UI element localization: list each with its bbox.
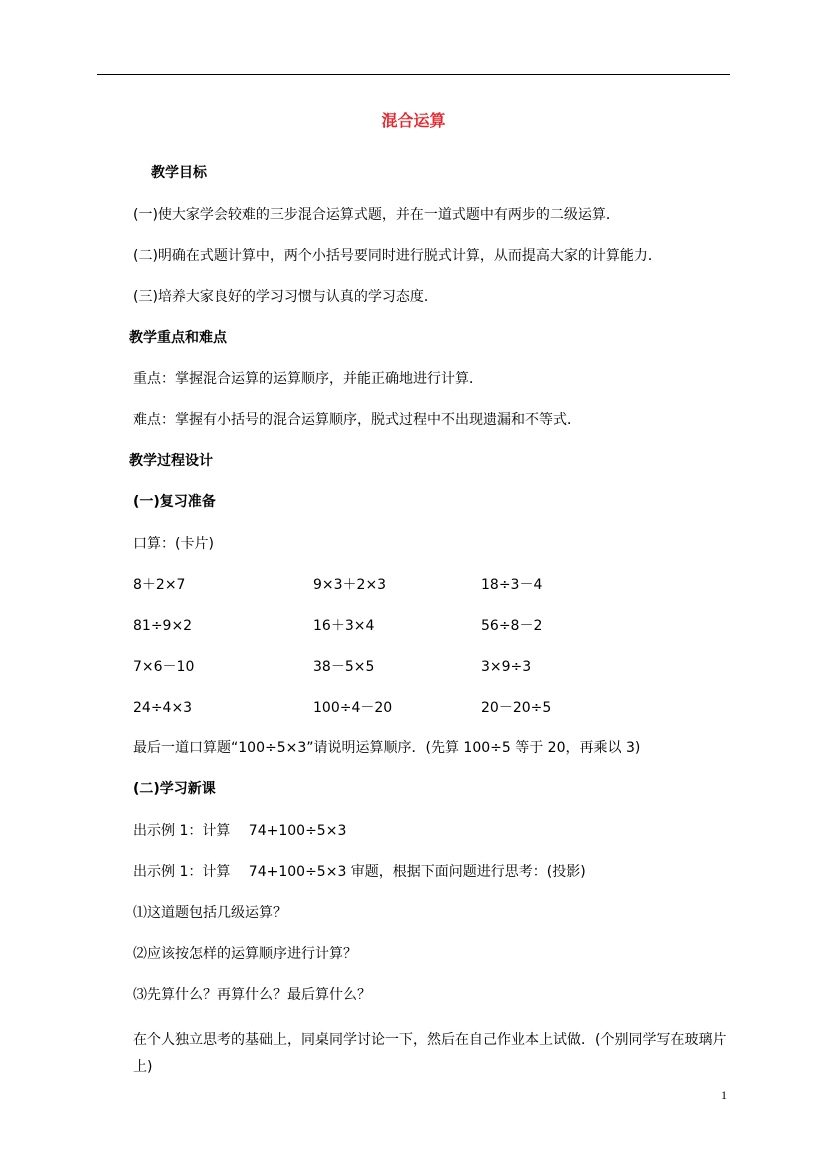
oral-cell: 20－20÷5 <box>481 700 552 716</box>
goal-1: (一)使大家学会较难的三步混合运算式题，并在一道式题中有两步的二级运算． <box>133 207 620 223</box>
oral-cell: 38－5×5 <box>313 659 375 675</box>
focus-heading: 教学重点和难点 <box>129 330 227 346</box>
example-1-review: 出示例 1：计算 74+100÷5×3 审题，根据下面问题进行思考：(投影) <box>133 864 586 880</box>
question-2: ⑵应该按怎样的运算顺序进行计算？ <box>133 946 357 962</box>
oral-cell: 7×6－10 <box>133 659 195 675</box>
oral-cell: 3×9÷3 <box>481 659 532 675</box>
oral-cell: 8＋2×7 <box>133 577 186 593</box>
process-heading: 教学过程设计 <box>129 453 213 469</box>
oral-label: 口算：(卡片) <box>133 536 214 552</box>
page-title: 混合运算 <box>381 111 446 130</box>
focus-1: 重点：掌握混合运算的运算顺序，并能正确地进行计算． <box>133 371 483 387</box>
goal-3: (三)培养大家良好的学习习惯与认真的学习态度． <box>133 289 438 305</box>
oral-cell: 100÷4－20 <box>313 700 393 716</box>
oral-cell: 9×3＋2×3 <box>313 577 387 593</box>
oral-cell: 18÷3－4 <box>481 577 543 593</box>
new-lesson-heading: (二)学习新课 <box>133 781 216 797</box>
focus-2: 难点：掌握有小括号的混合运算顺序，脱式过程中不出现遗漏和不等式． <box>133 412 581 428</box>
oral-cell: 56÷8－2 <box>481 618 543 634</box>
oral-cell: 24÷4×3 <box>133 700 193 716</box>
header-rule <box>97 74 730 75</box>
page-number: 1 <box>721 1088 727 1102</box>
question-1: ⑴这道题包括几级运算？ <box>133 905 287 921</box>
example-1: 出示例 1：计算 74+100÷5×3 <box>133 823 347 839</box>
oral-cell: 81÷9×2 <box>133 618 193 634</box>
goals-heading: 教学目标 <box>151 165 207 181</box>
last-question: 最后一道口算题“100÷5×3”请说明运算顺序．(先算 100÷5 等于 20，再乘以 3) <box>133 740 641 756</box>
goal-2: (二)明确在式题计算中，两个小括号要同时进行脱式计算，从而提高大家的计算能力． <box>133 248 662 264</box>
review-heading: (一)复习准备 <box>133 494 216 510</box>
discussion-paragraph: 在个人独立思考的基础上，同桌同学讨论一下，然后在自己作业本上试做．(个别同学写在玻璃片上) <box>133 1032 727 1075</box>
oral-cell: 16＋3×4 <box>313 618 375 634</box>
question-3: ⑶先算什么？再算什么？最后算什么？ <box>133 987 371 1003</box>
